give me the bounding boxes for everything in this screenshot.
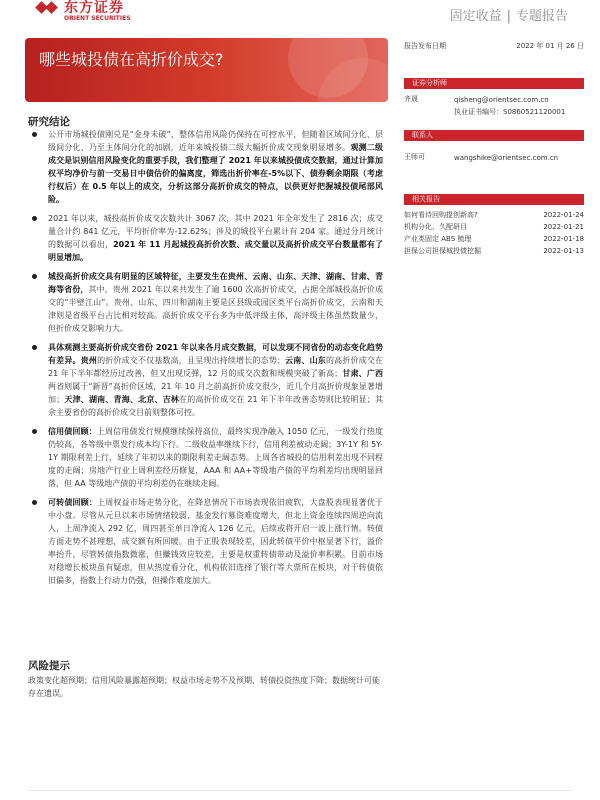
analyst-section-bar: 证券分析师 bbox=[404, 78, 584, 89]
bullet-dot-icon bbox=[32, 132, 37, 137]
bullet-text: 的折价成交不仅基数高，且呈现出持续增长的态势； bbox=[97, 356, 285, 365]
related-report-item[interactable] bbox=[404, 209, 584, 221]
bullet-bold-text: 信用债回顾： bbox=[48, 427, 97, 436]
summary-bullet bbox=[28, 128, 383, 206]
publish-date-value: 2022 年 01 月 26 日 bbox=[516, 42, 584, 50]
bullet-dot-icon bbox=[32, 274, 37, 279]
related-report-date: 2022-01-13 bbox=[543, 247, 584, 255]
summary-bullet bbox=[28, 496, 383, 587]
bullet-dot-icon bbox=[32, 429, 37, 434]
bullet-text: 公开市场城投债刚兑是“金身未破”，整体信用风险仍保持在可控水平，但随着区域间分化、层级间分化、乃至主体间分化的加剧，近年来城投债二级大幅折价成交现象明显增多。 bbox=[48, 130, 383, 152]
bullet-dot-icon bbox=[32, 216, 37, 221]
summary-bullet bbox=[28, 341, 383, 419]
summary-bullet bbox=[28, 212, 383, 264]
related-report-title[interactable]: 担保公司担保城投债挖掘 bbox=[404, 247, 481, 255]
publish-date-row bbox=[404, 41, 584, 51]
logo-mark-icon bbox=[36, 2, 58, 20]
bullet-bold-text: 甘肃、广西 bbox=[342, 369, 383, 378]
bullet-text: 两省则属于“新晋”高折价区域，21 年 10 月之前高折价成交很少，近几个月高折价现象显著增加； bbox=[48, 382, 383, 404]
bullet-text: 的高折价成交在 21 年下半年都经历过改善，但又出现反弹，12 月的成交次数和规模突破了新高； bbox=[48, 356, 384, 378]
related-report-title[interactable]: 如何看待回购提创新高? bbox=[404, 211, 478, 219]
related-report-item[interactable] bbox=[404, 245, 584, 257]
header-separator: | bbox=[506, 9, 511, 24]
risk-text: 政策变化超预期；信用风险暴露超预期；权益市场走势不及预期，转债投资热度下降；数据统计可能存在遗误。 bbox=[28, 676, 380, 698]
company-logo bbox=[36, 0, 131, 22]
contact-name: 王师可 bbox=[404, 153, 425, 161]
analyst-name: 齐晟 bbox=[404, 95, 418, 103]
footer-divider bbox=[28, 790, 572, 791]
publish-date-label: 报告发布日期 bbox=[404, 42, 446, 50]
related-report-date: 2022-01-21 bbox=[543, 223, 584, 231]
related-section-bar: 相关报告 bbox=[404, 194, 584, 205]
bullet-bold-text: 城投高折价成交具有明显的区域特征，主要发生在贵州、云南、山东、天津、湖南、甘肃、青海等省份， bbox=[48, 272, 383, 294]
bullet-bold-text: 可转债回顾： bbox=[48, 498, 98, 507]
related-report-item[interactable] bbox=[404, 221, 584, 233]
logo-text-cn: 东方证券 bbox=[64, 0, 124, 16]
report-title: 哪些城投债在高折价成交? bbox=[39, 50, 224, 69]
report-category-header bbox=[450, 5, 568, 24]
related-report-item[interactable] bbox=[404, 233, 584, 245]
analyst-block bbox=[404, 94, 584, 118]
related-report-date: 2022-01-24 bbox=[543, 211, 584, 219]
report-type-label: 专题报告 bbox=[515, 9, 568, 24]
bullet-bold-text: 2021 年 11 月起城投高折价次数、成交量以及高折价成交平台数量都有了明显增加。 bbox=[48, 240, 383, 262]
bullet-text: 上周信用债发行规模继续保持高位，最终实现净融入 1050 亿元，一级发行热度仍较高，各等级中票发行成本均下行。二级收益率继续下行，信用利差被动走阔；3Y-1Y 和 5Y-1Y 期限利差上行，延续了年初以来的期限利差走阔态势。上周各省城投的信用利差出现不同程度的走阔；房地产行业上周利差经历修复，AAA 和 AA+等级地产债的平均利差均出现明显回落，但 AA 等级地产债的平均利差仍在继续走阔。 bbox=[48, 427, 383, 488]
related-report-title[interactable]: 机构分化、久配研目 bbox=[404, 223, 467, 231]
related-report-title[interactable]: 产业类固定 ABS 梳理 bbox=[404, 235, 472, 243]
summary-bullet bbox=[28, 270, 383, 335]
contact-block bbox=[404, 152, 584, 164]
summary-bullet bbox=[28, 425, 383, 490]
bullet-bold-text: 云南、山东 bbox=[284, 356, 326, 365]
logo-text-en: ORIENT SECURITIES bbox=[64, 14, 131, 22]
summary-heading: 研究结论 bbox=[28, 116, 70, 128]
contact-email[interactable]: wangshike@orientsec.com.cn bbox=[454, 154, 559, 162]
bullet-text: 其中，贵州 2021 年以来共发生了逾 1600 次高折价成交，占据全部城投高折价成交的“半壁江山”。贵州、山东、四川和湖南主要是区县级或园区类平台高折价成交，云南和天津则是省级平台占比相对较高。高折价成交平台多为中低评级主体，高评级主体虽然数量少，但折价成交影响力大。 bbox=[48, 285, 384, 333]
bullet-dot-icon bbox=[32, 500, 37, 505]
bullet-bold-text: 天津、湖南、青海、北京、吉林 bbox=[64, 395, 180, 404]
bullet-bold-text: 贵州 bbox=[80, 356, 98, 365]
analyst-email[interactable]: qisheng@orientsec.com.cn bbox=[454, 96, 549, 104]
analyst-license: 执业证书编号：S0860521120001 bbox=[454, 108, 566, 116]
bullet-dot-icon bbox=[32, 345, 37, 350]
bullet-bold-text: 观测二级成交是识别信用风险变化的重要手段，我们整理了 2021 年以来城投债成交数据，通过计算加权平均净价与前一交易日中债估价的偏离度，筛选出折价率在-5%以下、债券剩余期限（考虑行权后）在 0.5 年以上的成交，分析这部分高折价成交的特点，以供更好把握城投债尾部风险。 bbox=[48, 143, 384, 204]
bullet-bold-text: 具体观测主要高折价成交省份 2021 年以来各月成交数据，可以发现不同省份的动态变化趋势有差异。 bbox=[48, 343, 383, 365]
summary-bullet-list bbox=[28, 128, 383, 593]
category-label: 固定收益 bbox=[449, 9, 502, 24]
bullet-text: 在的高折价成交在 21 年下半年改善态势则比较明显；其余主要省份的高折价成交目前则整体可控。 bbox=[48, 395, 384, 417]
bullet-text: 上周权益市场走势分化，在降息情况下市场表现依旧疲软，大盘股表现显著优于中小盘。尽管从元旦以来市场情绪较弱，基金发行募资难度增大，但北上资金连续四周逆向流入，上周净流入 292 亿，周四甚至单日净流入 126 亿元，后续或将开启一波上涨行情。转债方面走势不甚理想，成交额有所回暖。由于正股表现较差，因此转债平价中枢显著下行，溢价率抬升，尽管转债指数微涨，但赚钱效应较差，主要是权重转债带动及溢价率积累。目前市场对稳增长板块虽有疑虑，但从热度看分化，机构依旧选择了银行等大票所在板块，对于转债依旧偏多，指数上行动力仍强，但操作难度加大。 bbox=[48, 498, 384, 585]
bullet-text: 2021 年以来，城投高折价成交次数共计 3067 次，其中 2021 年全年发生了 2816 次；成交量合计约 841 亿元，平均折价率为-12.62%；涉及的城投平台累计有 204 家。通过分月统计的数据可以看出， bbox=[48, 214, 383, 249]
risk-heading: 风险提示 bbox=[28, 660, 70, 672]
related-report-date: 2022-01-18 bbox=[543, 235, 584, 243]
title-banner bbox=[25, 38, 388, 102]
related-reports-list bbox=[404, 209, 584, 257]
contact-section-bar: 联系人 bbox=[404, 130, 584, 141]
